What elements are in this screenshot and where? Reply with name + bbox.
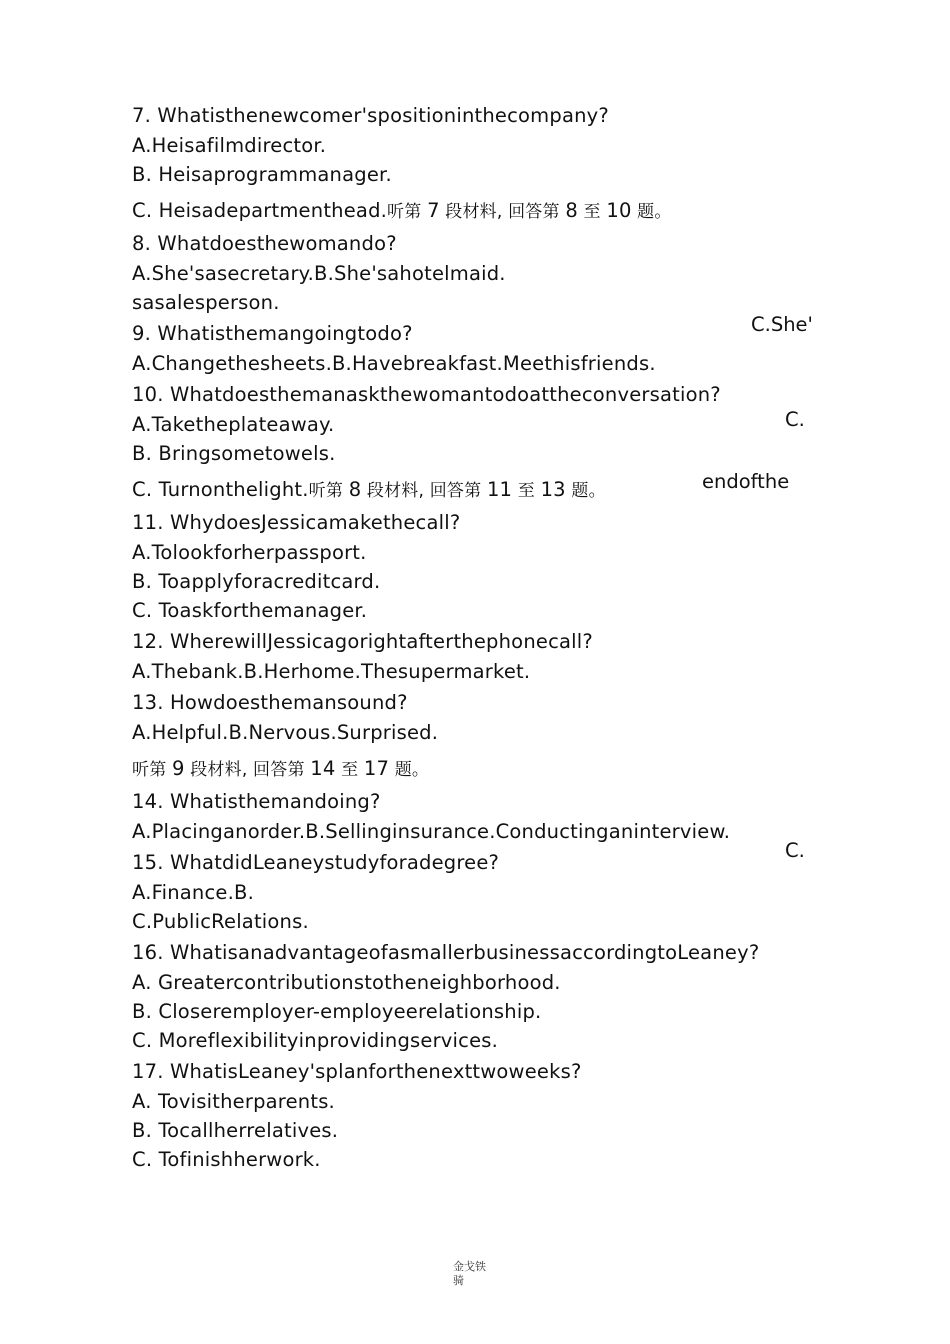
margin-note-q10-end: endofthe: [702, 470, 790, 493]
question-9: 9. Whatisthemangoingtodo?: [132, 322, 413, 345]
question-17: 17. WhatisLeaney'splanforthenexttwoweeks?: [132, 1060, 582, 1083]
section-9-instruction: 听第 9 段材料, 回答第 14 至 17 题。: [132, 757, 430, 780]
question-15: 15. WhatdidLeaneystudyforadegree?: [132, 851, 500, 874]
question-15-option-c: C.PublicRelations.: [132, 910, 309, 933]
question-11: 11. WhydoesJessicamakethecall?: [132, 511, 461, 534]
margin-note-q8-c: C.She': [751, 313, 813, 336]
footer-line-1: 金戈铁: [453, 1260, 486, 1273]
question-11-option-b: B. Toapplyforacreditcard.: [132, 570, 381, 593]
question-17-option-a: A. Tovisitherparents.: [132, 1090, 335, 1113]
question-16-option-b: B. Closeremployer-employeerelationship.: [132, 1000, 542, 1023]
question-8: 8. Whatdoesthewomando?: [132, 232, 397, 255]
question-10: 10. Whatdoesthemanaskthewomantodoattheconversation?: [132, 383, 721, 406]
page-footer: [453, 1260, 501, 1288]
question-12-options: A.Thebank.B.Herhome.Thesupermarket.: [132, 660, 531, 683]
section-7-instruction: 听第 7 段材料, 回答第 8 至 10 题。: [387, 199, 672, 222]
question-7-option-c: C. Heisadepartmenthead.: [132, 199, 388, 222]
question-16-option-a: A. Greatercontributionstotheneighborhood.: [132, 971, 561, 994]
question-17-option-b: B. Tocallherrelatives.: [132, 1119, 339, 1142]
question-15-options-ab: A.Finance.B.: [132, 881, 254, 904]
question-9-options: A.Changethesheets.B.Havebreakfast.Meethisfriends.: [132, 352, 656, 375]
question-7-option-a: A.Heisafilmdirector.: [132, 134, 327, 157]
question-7-option-b: B. Heisaprogrammanager.: [132, 163, 392, 186]
question-16: 16. WhatisanadvantageofasmallerbusinessaccordingtoLeaney?: [132, 941, 760, 964]
margin-note-q14-c: C.: [785, 839, 805, 862]
question-11-option-a: A.Tolookforherpassport.: [132, 541, 367, 564]
section-8-instruction: 听第 8 段材料, 回答第 11 至 13 题。: [308, 478, 606, 501]
question-7-option-c-line: [132, 199, 672, 224]
question-12: 12. WherewillJessicagorightafterthephonecall?: [132, 630, 593, 653]
question-14-options: A.Placinganorder.B.Sellinginsurance.Conductinganinterview.: [132, 820, 731, 843]
question-14: 14. Whatisthemandoing?: [132, 790, 381, 813]
question-10-option-b: B. Bringsometowels.: [132, 442, 336, 465]
question-10-option-c: C. Turnonthelight.: [132, 478, 309, 501]
margin-note-q9-c: C.: [785, 408, 805, 431]
question-16-option-c: C. Moreflexibilityinprovidingservices.: [132, 1029, 499, 1052]
question-13: 13. Howdoesthemansound?: [132, 691, 408, 714]
question-11-option-c: C. Toaskforthemanager.: [132, 599, 368, 622]
question-8-option-c-fragment: sasalesperson.: [132, 291, 280, 314]
question-17-option-c: C. Tofinishherwork.: [132, 1148, 321, 1171]
footer-line-2: 骑: [453, 1274, 464, 1287]
question-13-options: A.Helpful.B.Nervous.Surprised.: [132, 721, 439, 744]
question-7: 7. Whatisthenewcomer'spositioninthecompany?: [132, 104, 609, 127]
question-10-option-a: A.Taketheplateaway.: [132, 413, 335, 436]
question-10-option-c-line: [132, 478, 606, 503]
question-8-options-ab: A.She'sasecretary.B.She'sahotelmaid.: [132, 262, 506, 285]
